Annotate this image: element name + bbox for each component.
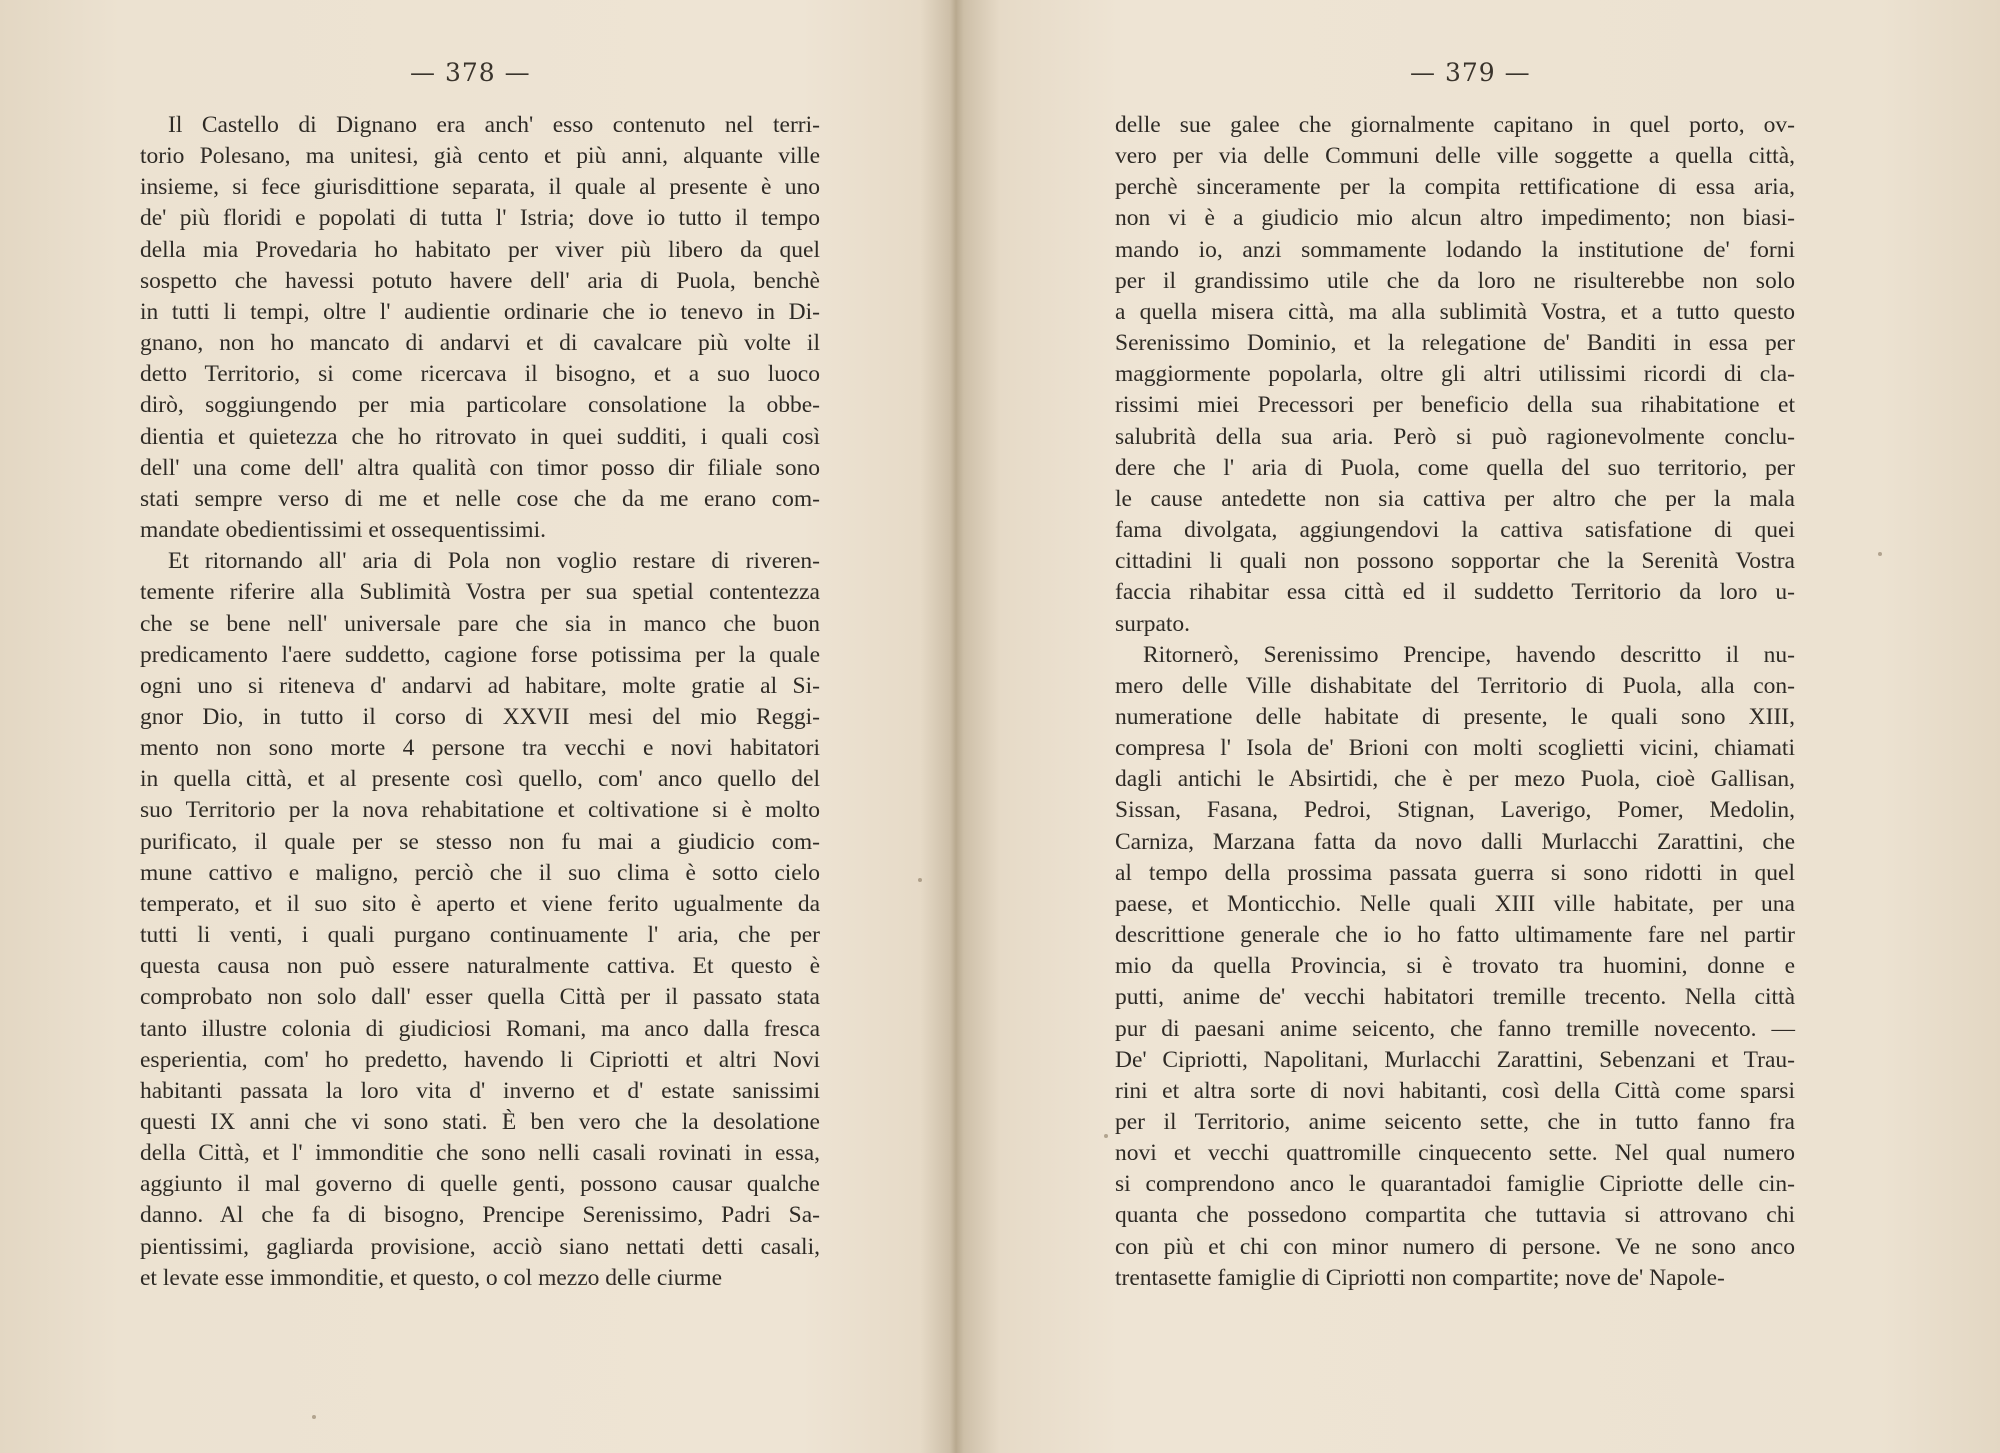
text-line: perchè sinceramente per la compita rettificatione di essa aria, <box>1115 174 1795 201</box>
text-line: non vi è a giudicio mio alcun altro impedimento; non biasi- <box>1115 205 1795 232</box>
text-line: surpato. <box>1115 610 1191 637</box>
text-line: De' Cipriotti, Napolitani, Murlacchi Zarattini, Sebenzani et Trau- <box>1115 1046 1795 1073</box>
text-line: a quella misera città, ma alla sublimità Vostra, et a tutto questo <box>1115 298 1795 325</box>
text-line: predicamento l'aere suddetto, cagione forse potissima per la quale <box>140 641 820 668</box>
text-line: Il Castello di Dignano era anch' esso contenuto nel terri- <box>168 112 820 138</box>
text-line: pur di paesani anime seicento, che fanno tremille novecento. — <box>1115 1015 1795 1042</box>
text-line: trentasette famiglie di Cipriotti non compartite; nove de' Napole- <box>1115 1264 1725 1291</box>
text-line: dere che l' aria di Puola, come quella del suo territorio, per <box>1115 454 1795 481</box>
text-line: si comprendono anco le quarantadoi famiglie Cipriotte delle cin- <box>1115 1171 1795 1198</box>
text-line: paese, et Monticchio. Nelle quali XIII ville habitate, per una <box>1115 890 1795 917</box>
text-line: Carniza, Marzana fatta da novo dalli Murlacchi Zarattini, che <box>1115 828 1795 855</box>
text-line: mio da quella Provincia, si è trovato tra huomini, donne e <box>1115 953 1795 980</box>
text-line: le cause antedette non sia cattiva per altro che per la mala <box>1115 485 1795 512</box>
text-line: rini et altra sorte di novi habitanti, così della Città come sparsi <box>1115 1077 1795 1104</box>
text-line: tanto illustre colonia di giudiciosi Romani, ma anco dalla fresca <box>140 1015 820 1042</box>
text-line: temperato, et il suo sito è aperto et viene ferito ugualmente da <box>140 890 820 917</box>
text-line: Serenissimo Dominio, et la relegatione de' Banditi in essa per <box>1115 330 1795 357</box>
text-line: numeratione delle habitate di presente, le quali sono XIII, <box>1115 703 1795 730</box>
text-line: purificato, il quale per se stesso non fu mai a giudicio com- <box>140 828 820 855</box>
text-line: sospetto che havessi potuto havere dell' aria di Puola, benchè <box>140 267 820 294</box>
text-line: cittadini li quali non possono sopportar che la Serenità Vostra <box>1115 548 1795 575</box>
text-line: mento non sono morte 4 persone tra vecchi e novi habitatori <box>140 735 820 762</box>
paper-speck <box>1104 1134 1108 1138</box>
text-line: mando io, anzi sommamente lodando la institutione de' forni <box>1115 236 1795 263</box>
text-line: Et ritornando all' aria di Pola non voglio restare di riveren- <box>168 548 820 575</box>
text-line: in tutti li tempi, oltre l' audientie ordinarie che io tenevo in Di- <box>140 298 820 325</box>
text-line: temente riferire alla Sublimità Vostra per sua spetial contentezza <box>140 579 820 606</box>
text-line: delle sue galee che giornalmente capitano in quel porto, ov- <box>1115 112 1795 138</box>
text-line: che se bene nell' universale pare che sia in manco che buon <box>140 610 820 637</box>
text-line: Sissan, Fasana, Pedroi, Stignan, Laverigo, Pomer, Medolin, <box>1115 797 1795 824</box>
text-line: salubrità della sua aria. Però si può ragionevolmente conclu- <box>1115 423 1795 450</box>
page-body <box>140 110 820 1294</box>
text-line: novi et vecchi quattromille cinquecento sette. Nel qual numero <box>1115 1140 1795 1167</box>
text-line: rissimi miei Precessori per beneficio della sua rihabitatione et <box>1115 392 1795 419</box>
text-line: per il grandissimo utile che da loro ne risulterebbe non solo <box>1115 267 1795 294</box>
text-line: mero delle Ville dishabitate del Territorio di Puola, alla con- <box>1115 672 1795 699</box>
page-number: — 378 — <box>410 58 531 87</box>
text-line: gnor Dio, in tutto il corso di XXVII mesi del mio Reggi- <box>140 703 820 730</box>
text-line: della Città, et l' immonditie che sono nelli casali rovinati in essa, <box>140 1140 820 1167</box>
text-line: stati sempre verso di me et nelle cose che da me erano com- <box>140 485 820 512</box>
text-line: dirò, soggiungendo per mia particolare consolatione la obbe- <box>140 392 820 419</box>
text-line: danno. Al che fa di bisogno, Prencipe Serenissimo, Padri Sa- <box>140 1202 820 1229</box>
text-line: putti, anime de' vecchi habitatori tremille trecento. Nella città <box>1115 984 1795 1011</box>
text-line: in quella città, et al presente così quello, com' anco quello del <box>140 766 820 793</box>
text-line: maggiormente popolarla, oltre gli altri utilissimi ricordi di cla- <box>1115 361 1795 388</box>
paper-speck <box>312 1415 316 1419</box>
text-line: quanta che possedono compartita che tuttavia si attrovano chi <box>1115 1202 1795 1229</box>
text-line: vero per via delle Communi delle ville soggette a quella città, <box>1115 143 1795 170</box>
text-line: della mia Provedaria ho habitato per viver più libero da quel <box>140 236 820 263</box>
text-line: torio Polesano, ma unitesi, già cento et più anni, alquante ville <box>140 143 820 170</box>
text-line: con più et chi con minor numero di persone. Ve ne sono anco <box>1115 1233 1795 1260</box>
left-page <box>0 0 955 1453</box>
page-body <box>1115 110 1795 1294</box>
text-line: questi IX anni che vi sono stati. È ben vero che la desolatione <box>140 1109 820 1135</box>
text-line: detto Territorio, si come ricercava il bisogno, et a suo luoco <box>140 361 820 388</box>
text-line: esperientia, com' ho predetto, havendo li Cipriotti et altri Novi <box>140 1046 820 1073</box>
text-line: insieme, si fece giurisdittione separata, il quale al presente è uno <box>140 174 820 201</box>
text-line: dell' una come dell' altra qualità con timor posso dir filiale sono <box>140 454 820 481</box>
text-line: per il Territorio, anime seicento sette, che in tutto fanno fra <box>1115 1109 1795 1135</box>
text-line: al tempo della prossima passata guerra si sono ridotti in quel <box>1115 859 1795 886</box>
text-line: aggiunto il mal governo di quelle genti, possono causar qualche <box>140 1171 820 1198</box>
page-number: — 379 — <box>1410 58 1531 87</box>
text-line: dagli antichi le Absirtidi, che è per mezo Puola, cioè Gallisan, <box>1115 766 1795 793</box>
text-line: fama divolgata, aggiungendovi la cattiva satisfatione di quei <box>1115 517 1795 544</box>
text-line: habitanti passata la loro vita d' inverno et d' estate sanissimi <box>140 1077 820 1104</box>
text-line: mandate obedientissimi et ossequentissimi. <box>140 517 546 544</box>
text-line: compresa l' Isola de' Brioni con molti scoglietti vicini, chiamati <box>1115 735 1795 762</box>
text-line: suo Territorio per la nova rehabitatione et coltivatione si è molto <box>140 797 820 824</box>
text-line: faccia rihabitar essa città ed il suddetto Territorio da loro u- <box>1115 579 1795 606</box>
text-line: descrittione generale che io ho fatto ultimamente fare nel partir <box>1115 922 1795 949</box>
text-line: comprobato non solo dall' esser quella Città per il passato stata <box>140 984 820 1011</box>
right-page <box>965 0 2000 1453</box>
text-line: Ritornerò, Serenissimo Prencipe, havendo descritto il nu- <box>1143 641 1795 668</box>
text-line: ogni uno si riteneva d' andarvi ad habitare, molte gratie al Si- <box>140 672 820 699</box>
text-line: pientissimi, gagliarda provisione, acciò siano nettati detti casali, <box>140 1233 820 1260</box>
text-line: dientia et quietezza che ho ritrovato in quei sudditi, i quali così <box>140 423 820 450</box>
text-line: et levate esse immonditie, et questo, o col mezzo delle ciurme <box>140 1264 723 1291</box>
text-line: questa causa non può essere naturalmente cattiva. Et questo è <box>140 953 820 980</box>
text-line: gnano, non ho mancato di andarvi et di cavalcare più volte il <box>140 330 820 357</box>
text-line: tutti li venti, i quali purgano continuamente l' aria, che per <box>140 922 820 949</box>
paper-speck <box>918 878 922 882</box>
paper-speck <box>1878 552 1882 556</box>
text-line: de' più floridi e popolati di tutta l' Istria; dove io tutto il tempo <box>140 205 820 232</box>
text-line: mune cattivo e maligno, perciò che il suo clima è sotto cielo <box>140 859 820 886</box>
